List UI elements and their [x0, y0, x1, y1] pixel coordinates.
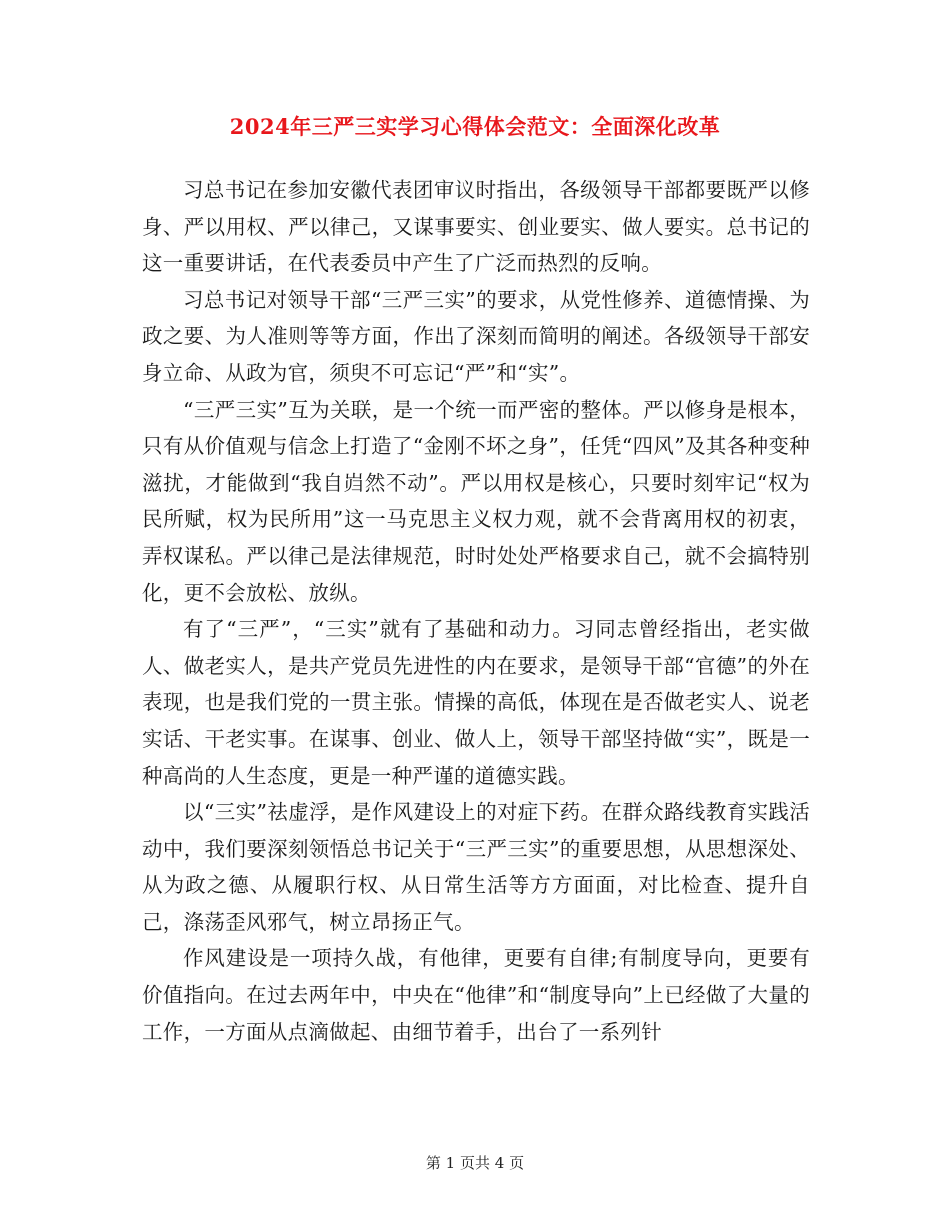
document-body: [142, 172, 810, 1050]
paragraph: “三严三实”互为关联，是一个统一而严密的整体。严以修身是根本，只有从价值观与信念上打造了“金刚不坏之身”，任凭“四风”及其各种变种滋扰，才能做到“我自岿然不动”。严以用权是核心，只要时刻牢记“权为民所赋，权为民所用”这一马克思主义权力观，就不会背离用权的初衷，弄权谋私。严以律己是法律规范，时时处处严格要求自己，就不会搞特别化，更不会放松、放纵。: [142, 397, 810, 605]
document-title: 2024年三严三实学习心得体会范文：全面深化改革: [229, 114, 721, 139]
paragraph: 习总书记对领导干部“三严三实”的要求，从党性修养、道德情操、为政之要、为人准则等等方面，作出了深刻而简明的阐述。各级领导干部安身立命、从政为官，须臾不可忘记“严”和“实”。: [142, 287, 810, 385]
page-number-footer: 第 1 页共 4 页: [425, 1154, 525, 1172]
paragraph: 有了“三严”，“三实”就有了基础和动力。习同志曾经指出，老实做人、做老实人，是共产党员先进性的内在要求，是领导干部“官德”的外在表现，也是我们党的一贯主张。情操的高低，体现在是否做老实人、说老实话、干老实事。在谋事、创业、做人上，领导干部坚持做“实”，既是一种高尚的人生态度，更是一种严谨的道德实践。: [142, 617, 810, 788]
paragraph: 以“三实”祛虚浮，是作风建设上的对症下药。在群众路线教育实践活动中，我们要深刻领悟总书记关于“三严三实”的重要思想，从思想深处、从为政之德、从履职行权、从日常生活等方方面面，对比检查、提升自己，涤荡歪风邪气，树立昂扬正气。: [142, 800, 810, 934]
paragraph: 习总书记在参加安徽代表团审议时指出，各级领导干部都要既严以修身、严以用权、严以律己，又谋事要实、创业要实、做人要实。总书记的这一重要讲话，在代表委员中产生了广泛而热烈的反响。: [142, 178, 810, 276]
paragraph: 作风建设是一项持久战，有他律，更要有自律;有制度导向，更要有价值指向。在过去两年中，中央在“他律”和“制度导向”上已经做了大量的工作，一方面从点滴做起、由细节着手，出台了一系列针: [142, 946, 810, 1044]
